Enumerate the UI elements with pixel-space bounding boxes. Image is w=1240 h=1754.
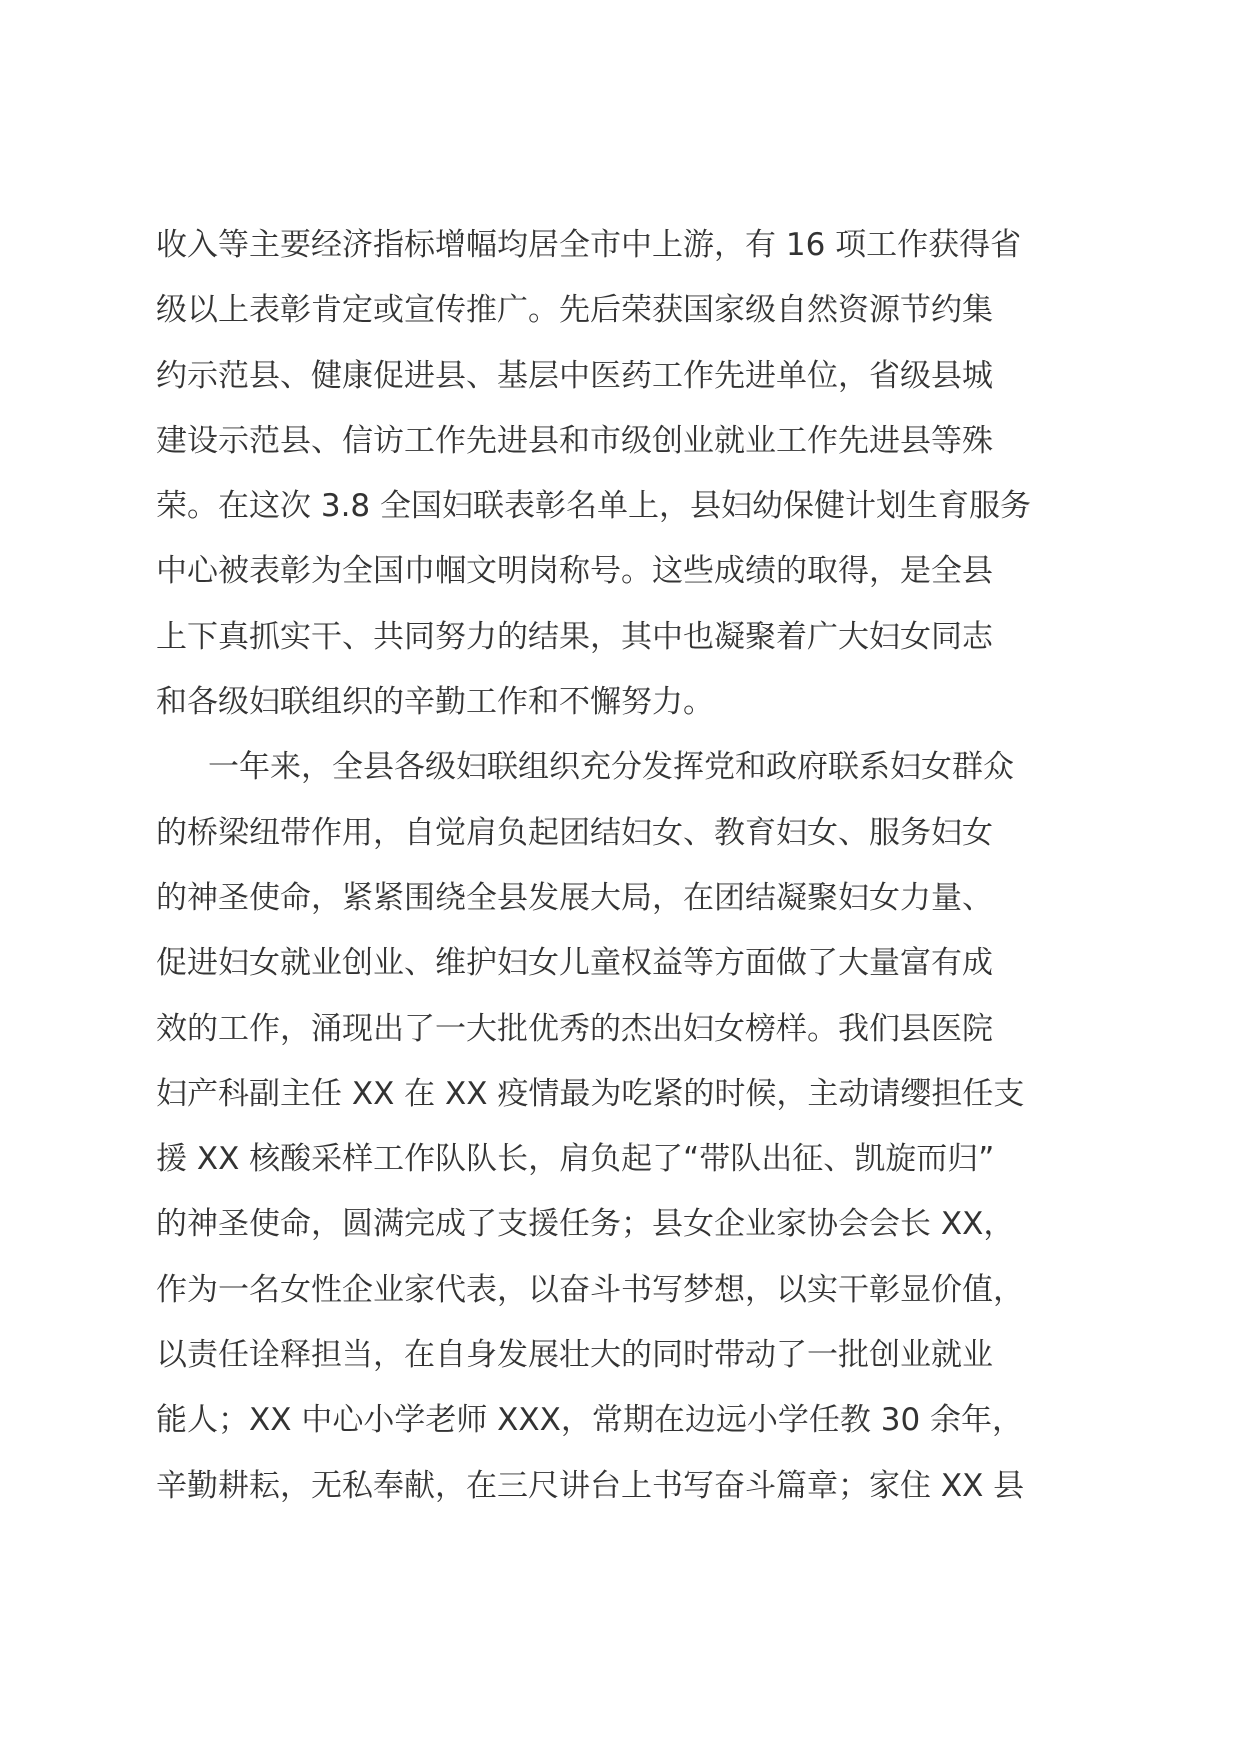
paragraph-2-first-line: 一年来，全县各级妇联组织充分发挥党和政府联系妇女群众 xyxy=(208,749,1014,786)
paragraph-1-line: 和各级妇联组织的辛勤工作和不懈努力。 xyxy=(156,684,714,721)
paragraph-2-line: 以责任诠释担当，在自身发展壮大的同时带动了一批创业就业 xyxy=(156,1337,993,1374)
paragraph-2-line: 的神圣使命，圆满完成了支援任务；县女企业家协会会长 XX， xyxy=(156,1206,1015,1243)
paragraph-2-line: 作为一名女性企业家代表，以奋斗书写梦想，以实干彰显价值， xyxy=(156,1271,1024,1308)
paragraph-1-line: 级以上表彰肯定或宣传推广。先后荣获国家级自然资源节约集 xyxy=(156,292,993,329)
document-body xyxy=(156,213,1096,1519)
paragraph-2-line: 促进妇女就业创业、维护妇女儿童权益等方面做了大量富有成 xyxy=(156,945,993,982)
paragraph-2-line: 的桥梁纽带作用，自觉肩负起团结妇女、教育妇女、服务妇女 xyxy=(156,814,993,851)
paragraph-1-line: 约示范县、健康促进县、基层中医药工作先进单位，省级县城 xyxy=(156,357,993,394)
paragraph-2-line: 援 XX 核酸采样工作队队长，肩负起了“带队出征、凯旋而归” xyxy=(156,1141,995,1178)
paragraph-2-line: 的神圣使命，紧紧围绕全县发展大局，在团结凝聚妇女力量、 xyxy=(156,879,993,916)
paragraph-1-line: 荣。在这次 3.8 全国妇联表彰名单上，县妇幼保健计划生育服务 xyxy=(156,488,1032,525)
paragraph-1-line: 建设示范县、信访工作先进县和市级创业就业工作先进县等殊 xyxy=(156,422,993,459)
paragraph-1-line: 收入等主要经济指标增幅均居全市中上游，有 16 项工作获得省 xyxy=(156,227,1022,263)
paragraph-1-line: 中心被表彰为全国巾帼文明岗称号。这些成绩的取得，是全县 xyxy=(156,553,993,590)
paragraph-1-line: 上下真抓实干、共同努力的结果，其中也凝聚着广大妇女同志 xyxy=(156,618,993,655)
paragraph-2-line: 妇产科副主任 XX 在 XX 疫情最为吃紧的时候，主动请缨担任支 xyxy=(156,1075,1025,1112)
paragraph-2-line: 辛勤耕耘，无私奉献，在三尺讲台上书写奋斗篇章；家住 XX 县 xyxy=(156,1467,1025,1504)
paragraph-2-line: 效的工作，涌现出了一大批优秀的杰出妇女榜样。我们县医院 xyxy=(156,1010,993,1047)
paragraph-2-line: 能人；XX 中心小学老师 XXX，常期在边远小学任教 30 余年， xyxy=(156,1402,1024,1439)
